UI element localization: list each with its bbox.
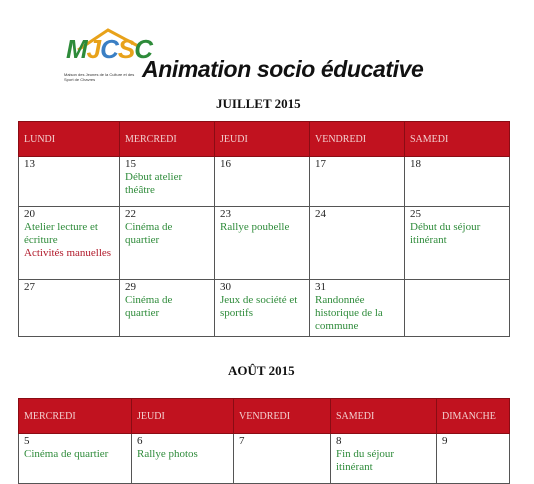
logo-letters [66, 36, 152, 62]
aout-calendar [18, 398, 510, 484]
day-number: 29 [125, 281, 136, 293]
day-header-dimanche: DIMANCHE [437, 399, 510, 434]
day-number: 24 [315, 208, 326, 220]
day-cell [405, 280, 510, 337]
event-label: Cinéma de quartier [125, 221, 173, 246]
event-label: Rallye photos [137, 448, 198, 460]
day-header-jeudi: JEUDI [215, 122, 310, 157]
logo-letter: S [117, 34, 135, 64]
day-number: 18 [410, 158, 421, 170]
day-number: 7 [239, 435, 245, 447]
week-row [19, 157, 510, 207]
day-number: 8 [336, 435, 342, 447]
day-header-vendredi: VENDREDI [234, 399, 331, 434]
mjcsc-logo [64, 28, 153, 88]
day-header-samedi: SAMEDI [405, 122, 510, 157]
day-number: 17 [315, 158, 326, 170]
day-number: 13 [24, 158, 35, 170]
day-cell [437, 434, 510, 484]
day-cell [120, 157, 215, 207]
day-cell [215, 157, 310, 207]
event-label: Début du séjour itinérant [410, 221, 481, 246]
day-cell [405, 207, 510, 280]
day-number: 9 [442, 435, 448, 447]
day-cell [310, 207, 405, 280]
day-cell [19, 157, 120, 207]
day-cell [310, 280, 405, 337]
day-cell [310, 157, 405, 207]
day-number: 15 [125, 158, 136, 170]
event-label: Cinéma de quartier [24, 448, 109, 460]
day-number: 30 [220, 281, 231, 293]
day-cell [19, 280, 120, 337]
event-label: Fin du séjour itinérant [336, 448, 395, 473]
day-number: 16 [220, 158, 231, 170]
juillet-title: JUILLET 2015 [216, 96, 301, 111]
day-cell [19, 207, 120, 280]
day-number: 6 [137, 435, 143, 447]
event-label: Cinéma de quartier [125, 294, 173, 319]
day-cell [19, 434, 132, 484]
day-header-lundi: LUNDI [19, 122, 120, 157]
event-label: Rallye poubelle [220, 221, 290, 233]
event-label: Randonnée historique de la commune [315, 294, 383, 332]
day-header-mercredi: MERCREDI [120, 122, 215, 157]
day-number: 25 [410, 208, 421, 220]
week-row [19, 280, 510, 337]
juillet-calendar [18, 121, 510, 337]
logo-letter: J [86, 34, 101, 64]
day-number: 31 [315, 281, 326, 293]
day-cell [120, 207, 215, 280]
event-label: Début atelier théâtre [125, 171, 183, 196]
day-number: 20 [24, 208, 35, 220]
week-row [19, 434, 510, 484]
day-header-jeudi: JEUDI [132, 399, 234, 434]
day-header-vendredi: VENDREDI [310, 122, 405, 157]
day-cell [331, 434, 437, 484]
day-cell [215, 207, 310, 280]
event-label: Atelier lecture et écriture [24, 221, 98, 246]
aout-title: AOÛT 2015 [228, 363, 295, 378]
day-cell [215, 280, 310, 337]
day-number: 5 [24, 435, 30, 447]
page-title: Animation socio éducative [142, 56, 424, 82]
day-header-samedi: SAMEDI [331, 399, 437, 434]
day-cell [120, 280, 215, 337]
logo-letter: C [100, 34, 118, 64]
week-row [19, 207, 510, 280]
event-label: Jeux de société et sportifs [220, 294, 298, 319]
event-label: Activités manuelles [24, 247, 112, 259]
day-cell [234, 434, 331, 484]
day-cell [132, 434, 234, 484]
logo-tagline: Maison des Jeunes de la Culture et des Sport de Chavres [64, 72, 135, 82]
day-number: 27 [24, 281, 35, 293]
logo-letter: C [134, 34, 153, 64]
day-number: 22 [125, 208, 136, 220]
day-cell [405, 157, 510, 207]
day-number: 23 [220, 208, 231, 220]
logo-letter: M [66, 34, 87, 64]
day-header-mercredi: MERCREDI [19, 399, 132, 434]
